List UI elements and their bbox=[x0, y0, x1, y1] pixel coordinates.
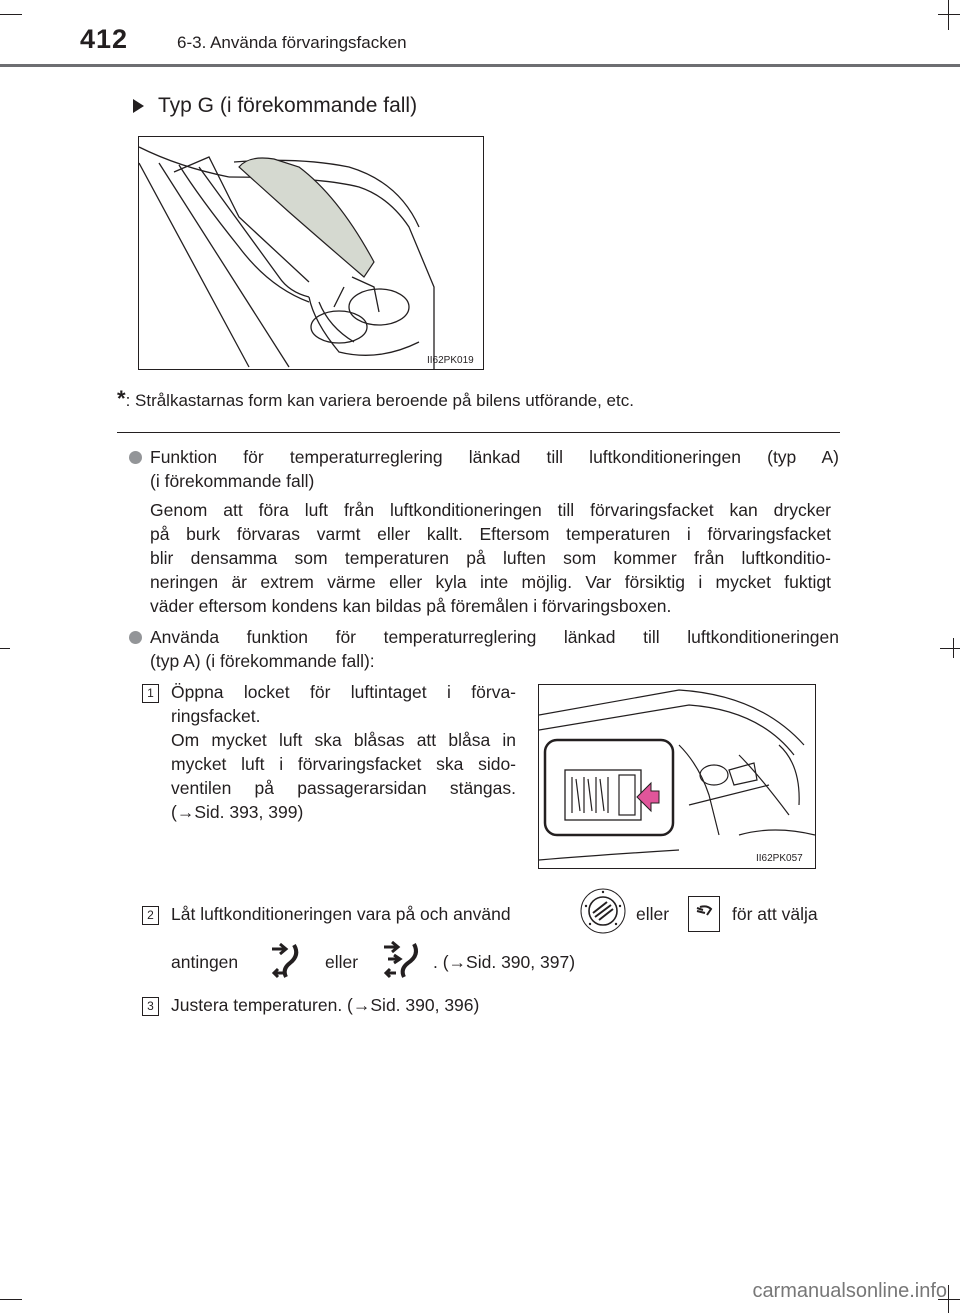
section-divider bbox=[117, 432, 840, 433]
mode-dial-icon bbox=[578, 886, 628, 941]
triangle-bullet-icon bbox=[133, 99, 144, 113]
subheading-text: Typ G (i förekommande fall) bbox=[158, 94, 418, 117]
crop-mark bbox=[940, 648, 960, 649]
paragraph-line: väder eftersom kondens kan bildas på föremålen i förvaringsboxen. bbox=[150, 596, 672, 616]
bullet-text: (typ A) (i förekommande fall): bbox=[150, 651, 375, 671]
step-text: antingen bbox=[171, 952, 239, 972]
paragraph-line: neringen är extrem värme eller kyla inte möjlig. Var försiktig i mycket fuktigt bbox=[150, 572, 831, 592]
bullet-item bbox=[129, 445, 839, 493]
step-number: 1 bbox=[142, 684, 159, 703]
face-feet-airflow-icon bbox=[268, 941, 304, 986]
bullet-item bbox=[129, 625, 839, 673]
bullet-line bbox=[129, 625, 839, 649]
crop-mark bbox=[948, 1285, 949, 1313]
header-rule bbox=[0, 64, 960, 67]
step-text: . (→Sid. 390, 397) bbox=[433, 952, 576, 972]
crop-mark bbox=[948, 0, 949, 30]
bullet-text: Använda funktion för temperaturreglering länkad till luftkonditioneringen bbox=[150, 627, 839, 647]
footnote-text: : Strålkastarnas form kan variera beroende på bilens utförande, etc. bbox=[125, 391, 634, 410]
airflow-button-icon bbox=[688, 896, 720, 932]
paragraph-line: på burk förvaras varmt eller kallt. Eftersom temperaturen i förvaringsfacket bbox=[150, 524, 831, 544]
body-paragraph bbox=[150, 498, 831, 618]
step-number: 3 bbox=[142, 997, 159, 1016]
subheading bbox=[133, 94, 417, 118]
crop-mark bbox=[0, 14, 22, 15]
crop-mark bbox=[0, 648, 10, 649]
step-text: Justera temperaturen. (→Sid. 390, 396) bbox=[171, 995, 480, 1015]
bullet-line bbox=[129, 445, 839, 469]
footnote-star: * bbox=[117, 386, 126, 411]
step-line: Om mycket luft ska blåsas att blåsa in bbox=[171, 730, 516, 750]
step-text bbox=[171, 680, 516, 824]
air-intake-illustration bbox=[539, 685, 815, 868]
figure-air-intake bbox=[538, 684, 816, 869]
step-text: Låt luftkonditioneringen vara på och använd bbox=[171, 904, 511, 924]
crop-mark bbox=[938, 14, 960, 15]
step-line: ventilen på passagerarsidan stängas. bbox=[171, 778, 516, 798]
footnote bbox=[117, 386, 634, 412]
defrost-feet-airflow-icon bbox=[380, 941, 424, 986]
step-number: 2 bbox=[142, 906, 159, 925]
step-line: (→Sid. 393, 399) bbox=[171, 802, 304, 822]
watermark: carmanualsonline.info bbox=[752, 1280, 947, 1302]
step-line: Öppna locket för luftintaget i förva- bbox=[171, 682, 516, 702]
bullet-text: (i förekommande fall) bbox=[150, 471, 315, 491]
step-line: mycket luft i förvaringsfacket ska sido- bbox=[171, 754, 516, 774]
paragraph-line: blir densamma som temperaturen på luften som kommer från luftkonditio- bbox=[150, 548, 831, 568]
bullet-text: Funktion för temperaturreglering länkad till luftkonditioneringen (typ A) bbox=[150, 447, 839, 467]
step-text: eller bbox=[636, 904, 670, 924]
step-line: ringsfacket. bbox=[171, 706, 261, 726]
step-text: för att välja bbox=[732, 904, 818, 924]
step-text: eller bbox=[325, 952, 359, 972]
crop-mark bbox=[953, 638, 954, 658]
figure-console-box bbox=[138, 136, 484, 370]
crop-mark bbox=[0, 1299, 22, 1300]
bullet-dot-icon bbox=[129, 451, 142, 464]
bullet-dot-icon bbox=[129, 631, 142, 644]
figure-code: II62PK019 bbox=[427, 355, 474, 366]
page-number: 412 bbox=[80, 24, 129, 54]
console-illustration bbox=[139, 137, 483, 369]
figure-code: II62PK057 bbox=[756, 853, 803, 864]
section-title: 6-3. Använda förvaringsfacken bbox=[177, 33, 407, 52]
paragraph-line: Genom att föra luft från luftkonditioneringen till förvaringsfacket kan drycker bbox=[150, 500, 831, 520]
